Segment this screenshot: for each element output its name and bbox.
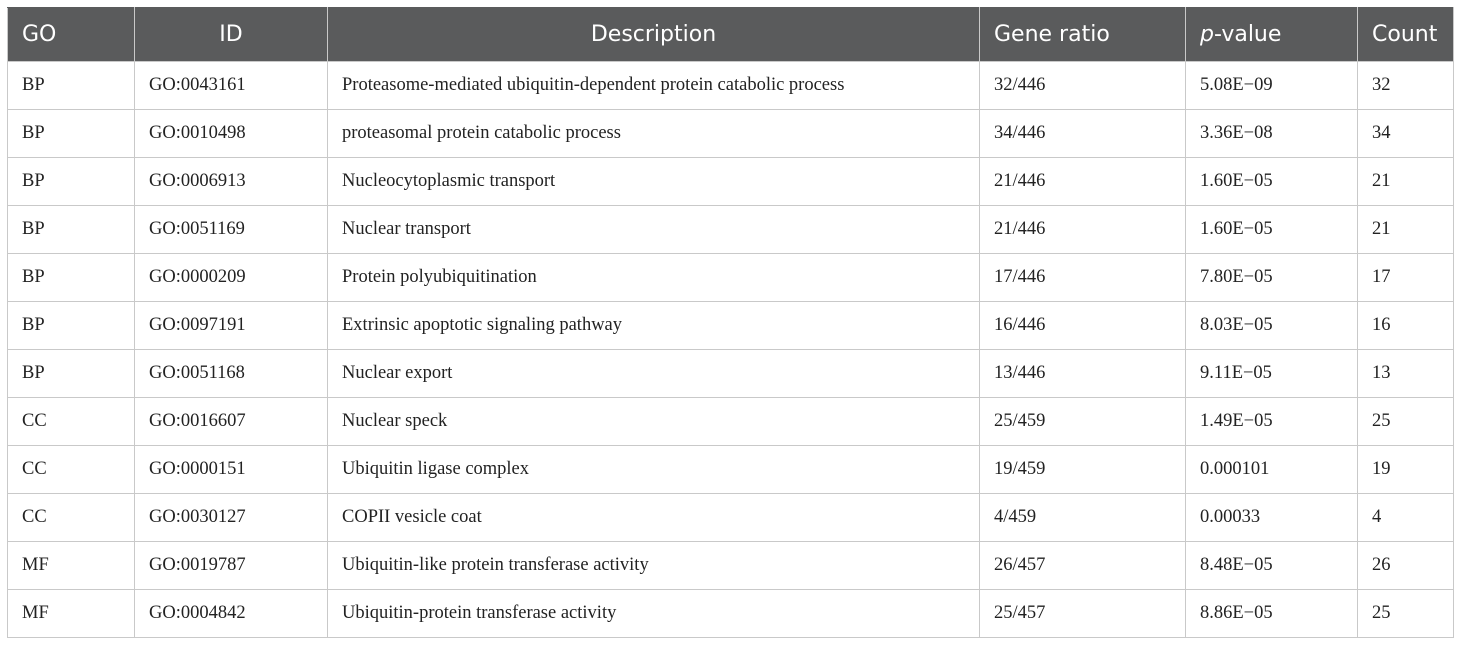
cell-id: GO:0004842 — [135, 590, 328, 638]
cell-go: BP — [8, 302, 135, 350]
header-p-value-rest: -value — [1213, 22, 1282, 47]
table-row — [8, 446, 1454, 494]
header-row — [8, 8, 1454, 62]
cell-gene-ratio: 25/457 — [980, 590, 1186, 638]
cell-description: COPII vesicle coat — [328, 494, 980, 542]
table-row — [8, 398, 1454, 446]
cell-p-value: 7.80E−05 — [1186, 254, 1358, 302]
table-row — [8, 158, 1454, 206]
table-row — [8, 302, 1454, 350]
table-header — [8, 8, 1454, 62]
cell-description: Nuclear export — [328, 350, 980, 398]
table-row — [8, 542, 1454, 590]
header-gene-ratio: Gene ratio — [980, 8, 1186, 62]
go-enrichment-table — [7, 7, 1454, 638]
cell-p-value: 8.48E−05 — [1186, 542, 1358, 590]
cell-description: Nuclear speck — [328, 398, 980, 446]
cell-id: GO:0000151 — [135, 446, 328, 494]
cell-count: 26 — [1358, 542, 1454, 590]
cell-p-value: 8.86E−05 — [1186, 590, 1358, 638]
cell-go: BP — [8, 62, 135, 110]
cell-gene-ratio: 21/446 — [980, 158, 1186, 206]
cell-id: GO:0043161 — [135, 62, 328, 110]
cell-count: 21 — [1358, 206, 1454, 254]
cell-description: Nuclear transport — [328, 206, 980, 254]
cell-description: Ubiquitin-like protein transferase activity — [328, 542, 980, 590]
cell-gene-ratio: 34/446 — [980, 110, 1186, 158]
cell-count: 17 — [1358, 254, 1454, 302]
cell-count: 34 — [1358, 110, 1454, 158]
cell-gene-ratio: 32/446 — [980, 62, 1186, 110]
cell-id: GO:0051168 — [135, 350, 328, 398]
cell-description: Nucleocytoplasmic transport — [328, 158, 980, 206]
table-row — [8, 590, 1454, 638]
table-row — [8, 206, 1454, 254]
cell-go: CC — [8, 494, 135, 542]
cell-go: CC — [8, 446, 135, 494]
table-row — [8, 350, 1454, 398]
header-go: GO — [8, 8, 135, 62]
cell-gene-ratio: 4/459 — [980, 494, 1186, 542]
cell-go: BP — [8, 254, 135, 302]
cell-description: Proteasome-mediated ubiquitin-dependent protein catabolic process — [328, 62, 980, 110]
cell-go: BP — [8, 110, 135, 158]
cell-id: GO:0019787 — [135, 542, 328, 590]
cell-count: 25 — [1358, 590, 1454, 638]
go-enrichment-table-container — [7, 7, 1453, 638]
cell-p-value: 1.60E−05 — [1186, 158, 1358, 206]
header-p-value-italic: p — [1200, 22, 1214, 47]
cell-p-value: 3.36E−08 — [1186, 110, 1358, 158]
cell-description: Protein polyubiquitination — [328, 254, 980, 302]
table-body — [8, 62, 1454, 638]
cell-gene-ratio: 21/446 — [980, 206, 1186, 254]
cell-id: GO:0006913 — [135, 158, 328, 206]
cell-go: BP — [8, 206, 135, 254]
cell-count: 13 — [1358, 350, 1454, 398]
cell-id: GO:0097191 — [135, 302, 328, 350]
cell-count: 4 — [1358, 494, 1454, 542]
cell-id: GO:0030127 — [135, 494, 328, 542]
cell-gene-ratio: 13/446 — [980, 350, 1186, 398]
header-count: Count — [1358, 8, 1454, 62]
cell-p-value: 0.000101 — [1186, 446, 1358, 494]
cell-p-value: 0.00033 — [1186, 494, 1358, 542]
cell-description: Extrinsic apoptotic signaling pathway — [328, 302, 980, 350]
cell-id: GO:0010498 — [135, 110, 328, 158]
cell-p-value: 1.60E−05 — [1186, 206, 1358, 254]
cell-description: Ubiquitin-protein transferase activity — [328, 590, 980, 638]
header-description: Description — [328, 8, 980, 62]
cell-count: 16 — [1358, 302, 1454, 350]
cell-count: 25 — [1358, 398, 1454, 446]
cell-description: proteasomal protein catabolic process — [328, 110, 980, 158]
cell-gene-ratio: 26/457 — [980, 542, 1186, 590]
cell-go: BP — [8, 350, 135, 398]
table-row — [8, 254, 1454, 302]
table-row — [8, 110, 1454, 158]
cell-p-value: 5.08E−09 — [1186, 62, 1358, 110]
cell-gene-ratio: 16/446 — [980, 302, 1186, 350]
cell-count: 19 — [1358, 446, 1454, 494]
cell-gene-ratio: 25/459 — [980, 398, 1186, 446]
table-row — [8, 494, 1454, 542]
cell-p-value: 9.11E−05 — [1186, 350, 1358, 398]
cell-id: GO:0016607 — [135, 398, 328, 446]
cell-count: 32 — [1358, 62, 1454, 110]
cell-id: GO:0051169 — [135, 206, 328, 254]
table-row — [8, 62, 1454, 110]
cell-id: GO:0000209 — [135, 254, 328, 302]
header-p-value — [1186, 8, 1358, 62]
cell-go: MF — [8, 590, 135, 638]
cell-gene-ratio: 17/446 — [980, 254, 1186, 302]
cell-go: MF — [8, 542, 135, 590]
cell-description: Ubiquitin ligase complex — [328, 446, 980, 494]
cell-go: BP — [8, 158, 135, 206]
cell-count: 21 — [1358, 158, 1454, 206]
cell-p-value: 8.03E−05 — [1186, 302, 1358, 350]
cell-p-value: 1.49E−05 — [1186, 398, 1358, 446]
cell-gene-ratio: 19/459 — [980, 446, 1186, 494]
header-id: ID — [135, 8, 328, 62]
cell-go: CC — [8, 398, 135, 446]
